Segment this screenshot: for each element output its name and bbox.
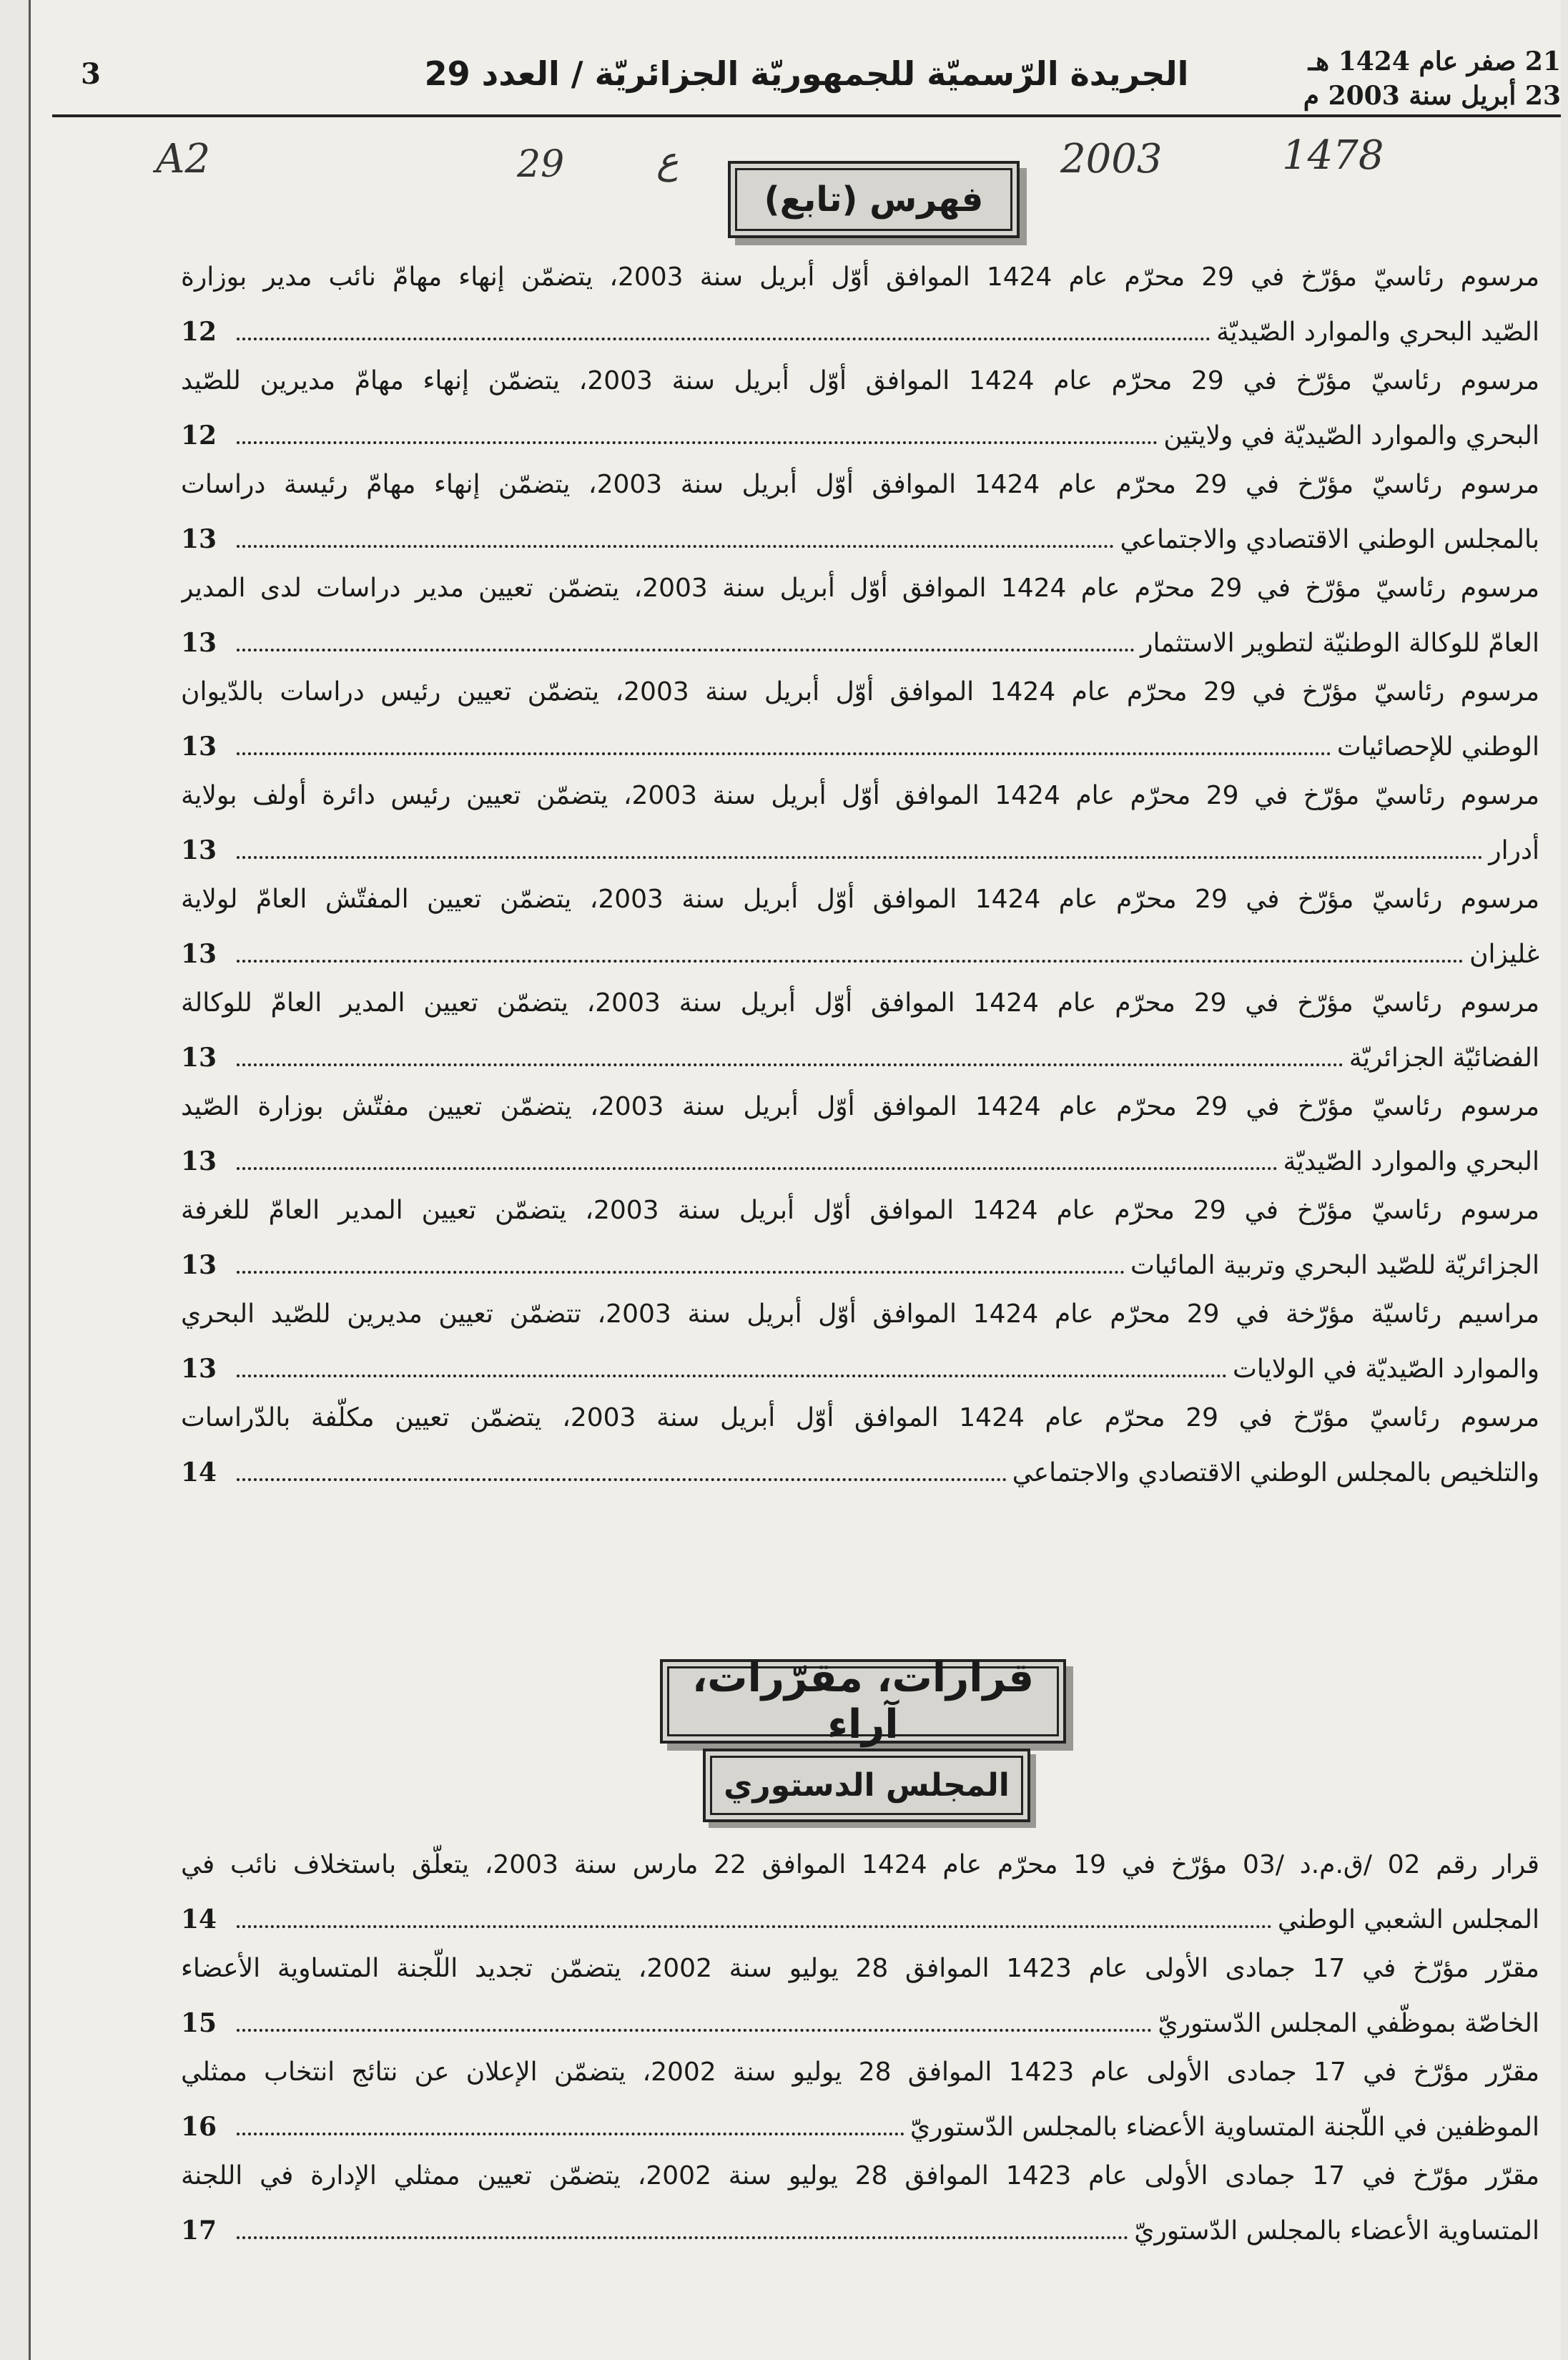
dot-leader [237,1270,1125,1274]
entry-text-continuation: المتساوية الأعضاء بالمجلس الدّستوريّ [1134,2216,1539,2246]
index-entry [181,1838,1539,1947]
handwritten-note-a: A2 [156,136,211,182]
entry-text-continuation: الصّيد البحري والموارد الصّيديّة [1216,318,1539,347]
index-entry [181,2149,1539,2258]
entry-page-number: 12 [181,317,217,347]
entry-page-number: 13 [181,1250,217,1280]
page-number: 3 [81,57,101,91]
index-entry [181,1080,1539,1189]
entry-text-continuation: أدرار [1489,836,1539,865]
entry-page-number: 12 [181,421,217,451]
entry-text-continuation: الفضائيّة الجزائريّة [1348,1043,1539,1073]
entry-text-line2 [181,823,1539,878]
entry-text-line2 [181,719,1539,775]
entry-text-line1: مرسوم رئاسيّ مؤرّخ في 29 محرّم عام 1424 الموافق أوّل أبريل سنة 2003، يتضمّن تعيين مفتّش بوزارة الصّيد [181,1092,1539,1121]
index-entry [181,769,1539,878]
index-entry [181,1184,1539,1293]
entry-text-continuation: والموارد الصّيديّة في الولايات [1233,1354,1539,1384]
entry-text-line1: مرسوم رئاسيّ مؤرّخ في 29 محرّم عام 1424 الموافق أوّل أبريل سنة 2003، يتضمّن إنهاء مهامّ رئيسة دراسات [181,470,1539,499]
entry-page-number: 13 [181,1043,217,1073]
entry-page-number: 13 [181,835,217,865]
entry-page-number: 13 [181,628,217,658]
entry-text-line2 [181,1134,1539,1189]
entry-page-number: 13 [181,732,217,762]
index-heading-box [728,161,1020,238]
dot-leader [237,337,1210,340]
entry-text-line1: مرسوم رئاسيّ مؤرّخ في 29 محرّم عام 1424 الموافق أوّل أبريل سنة 2003، يتضمّن تعيين المدير العامّ للوكالة [181,988,1539,1018]
entry-text-line1: مرسوم رئاسيّ مؤرّخ في 29 محرّم عام 1424 الموافق أوّل أبريل سنة 2003، يتضمّن إنهاء مهامّ مديرين للصّيد [181,366,1539,395]
entry-text-line1: مقرّر مؤرّخ في 17 جمادى الأولى عام 1423 الموافق 28 يوليو سنة 2002، يتضمّن الإعلان عن نتائج انتخاب ممثلي [181,2057,1539,2087]
entry-page-number: 15 [181,2008,217,2038]
entry-text-line2 [181,1445,1539,1500]
handwritten-note-d: 2003 [1060,136,1163,182]
subsection-heading-box [703,1749,1030,1822]
entry-text-continuation: الوطني للإحصائيات [1336,732,1539,762]
entry-text-line2 [181,1996,1539,2051]
entry-text-line1: مرسوم رئاسيّ مؤرّخ في 29 محرّم عام 1424 الموافق أوّل أبريل سنة 2003، يتضمّن تعيين رئيس دراسات بالدّيوان [181,677,1539,707]
index-entry [181,354,1539,463]
index-entry [181,665,1539,775]
index-entry [181,1942,1539,2051]
dot-leader [237,1374,1227,1377]
dot-leader [237,2236,1128,2239]
dot-leader [237,544,1114,548]
page [29,0,1561,2360]
entry-text-line1: مرسوم رئاسيّ مؤرّخ في 29 محرّم عام 1424 الموافق أوّل أبريل سنة 2003، يتضمّن تعيين المدير العامّ للغرفة [181,1196,1539,1225]
dot-leader [237,855,1483,859]
entry-text-line2 [181,1238,1539,1293]
entry-page-number: 16 [181,2112,217,2142]
entry-text-line2 [181,512,1539,567]
entry-text-line2 [181,616,1539,671]
handwritten-note-b: 29 [517,143,565,186]
index-entry [181,872,1539,982]
entry-text-line2 [181,1031,1539,1086]
index-entry [181,2045,1539,2155]
entry-page-number: 13 [181,1146,217,1176]
entry-text-continuation: البحري والموارد الصّيديّة [1283,1147,1539,1176]
dot-leader [237,2028,1152,2032]
entry-text-continuation: البحري والموارد الصّيديّة في ولايتين [1163,421,1539,451]
entry-text-continuation: والتلخيص بالمجلس الوطني الاقتصادي والاجتماعي [1012,1458,1539,1488]
entry-text-line1: مقرّر مؤرّخ في 17 جمادى الأولى عام 1423 الموافق 28 يوليو سنة 2002، يتضمّن تجديد اللّجنة المتساوية الأعضاء [181,1954,1539,1983]
date-hijri: 21 صفر عام 1424 هـ [1308,46,1561,77]
dot-leader [237,959,1464,963]
section-heading-box [660,1655,1066,1748]
entry-text-continuation: العامّ للوكالة الوطنيّة لتطوير الاستثمار [1140,629,1539,658]
entry-text-continuation: المجلس الشعبي الوطني [1277,1905,1539,1934]
index-entry [181,1391,1539,1500]
index-entry [181,561,1539,671]
entry-text-continuation: بالمجلس الوطني الاقتصادي والاجتماعي [1120,525,1539,554]
index-entry [181,458,1539,567]
page-header [52,29,1561,117]
dot-leader [237,1063,1343,1066]
entry-text-continuation: الجزائريّة للصّيد البحري وتربية المائيات [1130,1251,1539,1280]
entry-page-number: 14 [181,1457,217,1488]
entry-text-line2 [181,2100,1539,2155]
entry-text-line2 [181,1342,1539,1397]
entry-text-line2 [181,305,1539,360]
index-entry [181,976,1539,1086]
entry-page-number: 13 [181,524,217,554]
dot-leader [237,1166,1278,1170]
entry-page-number: 13 [181,939,217,969]
entry-text-continuation: الخاصّة بموظّفي المجلس الدّستوريّ [1158,2009,1539,2038]
journal-title: الجريدة الرّسميّة للجمهوريّة الجزائريّة / العدد 29 [424,54,1189,93]
entry-text-line2 [181,927,1539,982]
dot-leader [237,2132,904,2135]
dot-leader [237,648,1135,652]
section-heading: قرارات، مقرّرات، آراء [667,1666,1059,1736]
entry-text-line1: مرسوم رئاسيّ مؤرّخ في 29 محرّم عام 1424 الموافق أوّل أبريل سنة 2003، يتضمّن تعيين رئيس دائرة أولف بولاية [181,781,1539,810]
entry-text-continuation: الموظفين في اللّجنة المتساوية الأعضاء بالمجلس الدّستوريّ [909,2113,1539,2142]
entry-page-number: 14 [181,1904,217,1934]
subsection-heading: المجلس الدستوري [710,1756,1023,1815]
index-entry [181,250,1539,360]
index-entry [181,1287,1539,1397]
entry-text-line2 [181,2203,1539,2258]
index-heading: فهرس (تابع) [735,168,1012,231]
entry-page-number: 13 [181,1354,217,1384]
entry-text-line2 [181,408,1539,463]
dot-leader [237,1924,1272,1928]
entry-text-line1: مقرّر مؤرّخ في 17 جمادى الأولى عام 1423 الموافق 28 يوليو سنة 2002، يتضمّن تعيين ممثلي الإدارة في اللجنة [181,2161,1539,2191]
entry-text-line1: مراسيم رئاسيّة مؤرّخة في 29 محرّم عام 1424 الموافق أوّل أبريل سنة 2003، تتضمّن تعيين مديرين للصّيد البحري [181,1299,1539,1329]
handwritten-note-e: 1478 [1282,132,1384,179]
handwritten-note-c: ع [656,139,679,182]
entry-page-number: 17 [181,2216,217,2246]
entry-text-line1: مرسوم رئاسيّ مؤرّخ في 29 محرّم عام 1424 الموافق أوّل أبريل سنة 2003، يتضمّن تعيين مكلّفة بالدّراسات [181,1403,1539,1432]
entry-text-line1: مرسوم رئاسيّ مؤرّخ في 29 محرّم عام 1424 الموافق أوّل أبريل سنة 2003، يتضمّن إنهاء مهامّ نائب مدير بوزارة [181,262,1539,292]
dot-leader [237,441,1158,444]
entry-text-line1: قرار رقم 02 /ق.م.د /03 مؤرّخ في 19 محرّم عام 1424 الموافق 22 مارس سنة 2003، يتعلّق باستخلاف نائب في [181,1850,1539,1879]
date-gregorian: 23 أبريل سنة 2003 م [1303,81,1561,111]
entry-text-line1: مرسوم رئاسيّ مؤرّخ في 29 محرّم عام 1424 الموافق أوّل أبريل سنة 2003، يتضمّن تعيين المفتّش العامّ لولاية [181,885,1539,914]
entry-text-line2 [181,1892,1539,1947]
dot-leader [237,752,1331,755]
entry-text-line1: مرسوم رئاسيّ مؤرّخ في 29 محرّم عام 1424 الموافق أوّل أبريل سنة 2003، يتضمّن تعيين مدير دراسات لدى المدير [181,574,1539,603]
entry-text-continuation: غليزان [1469,940,1539,969]
dot-leader [237,1478,1007,1481]
